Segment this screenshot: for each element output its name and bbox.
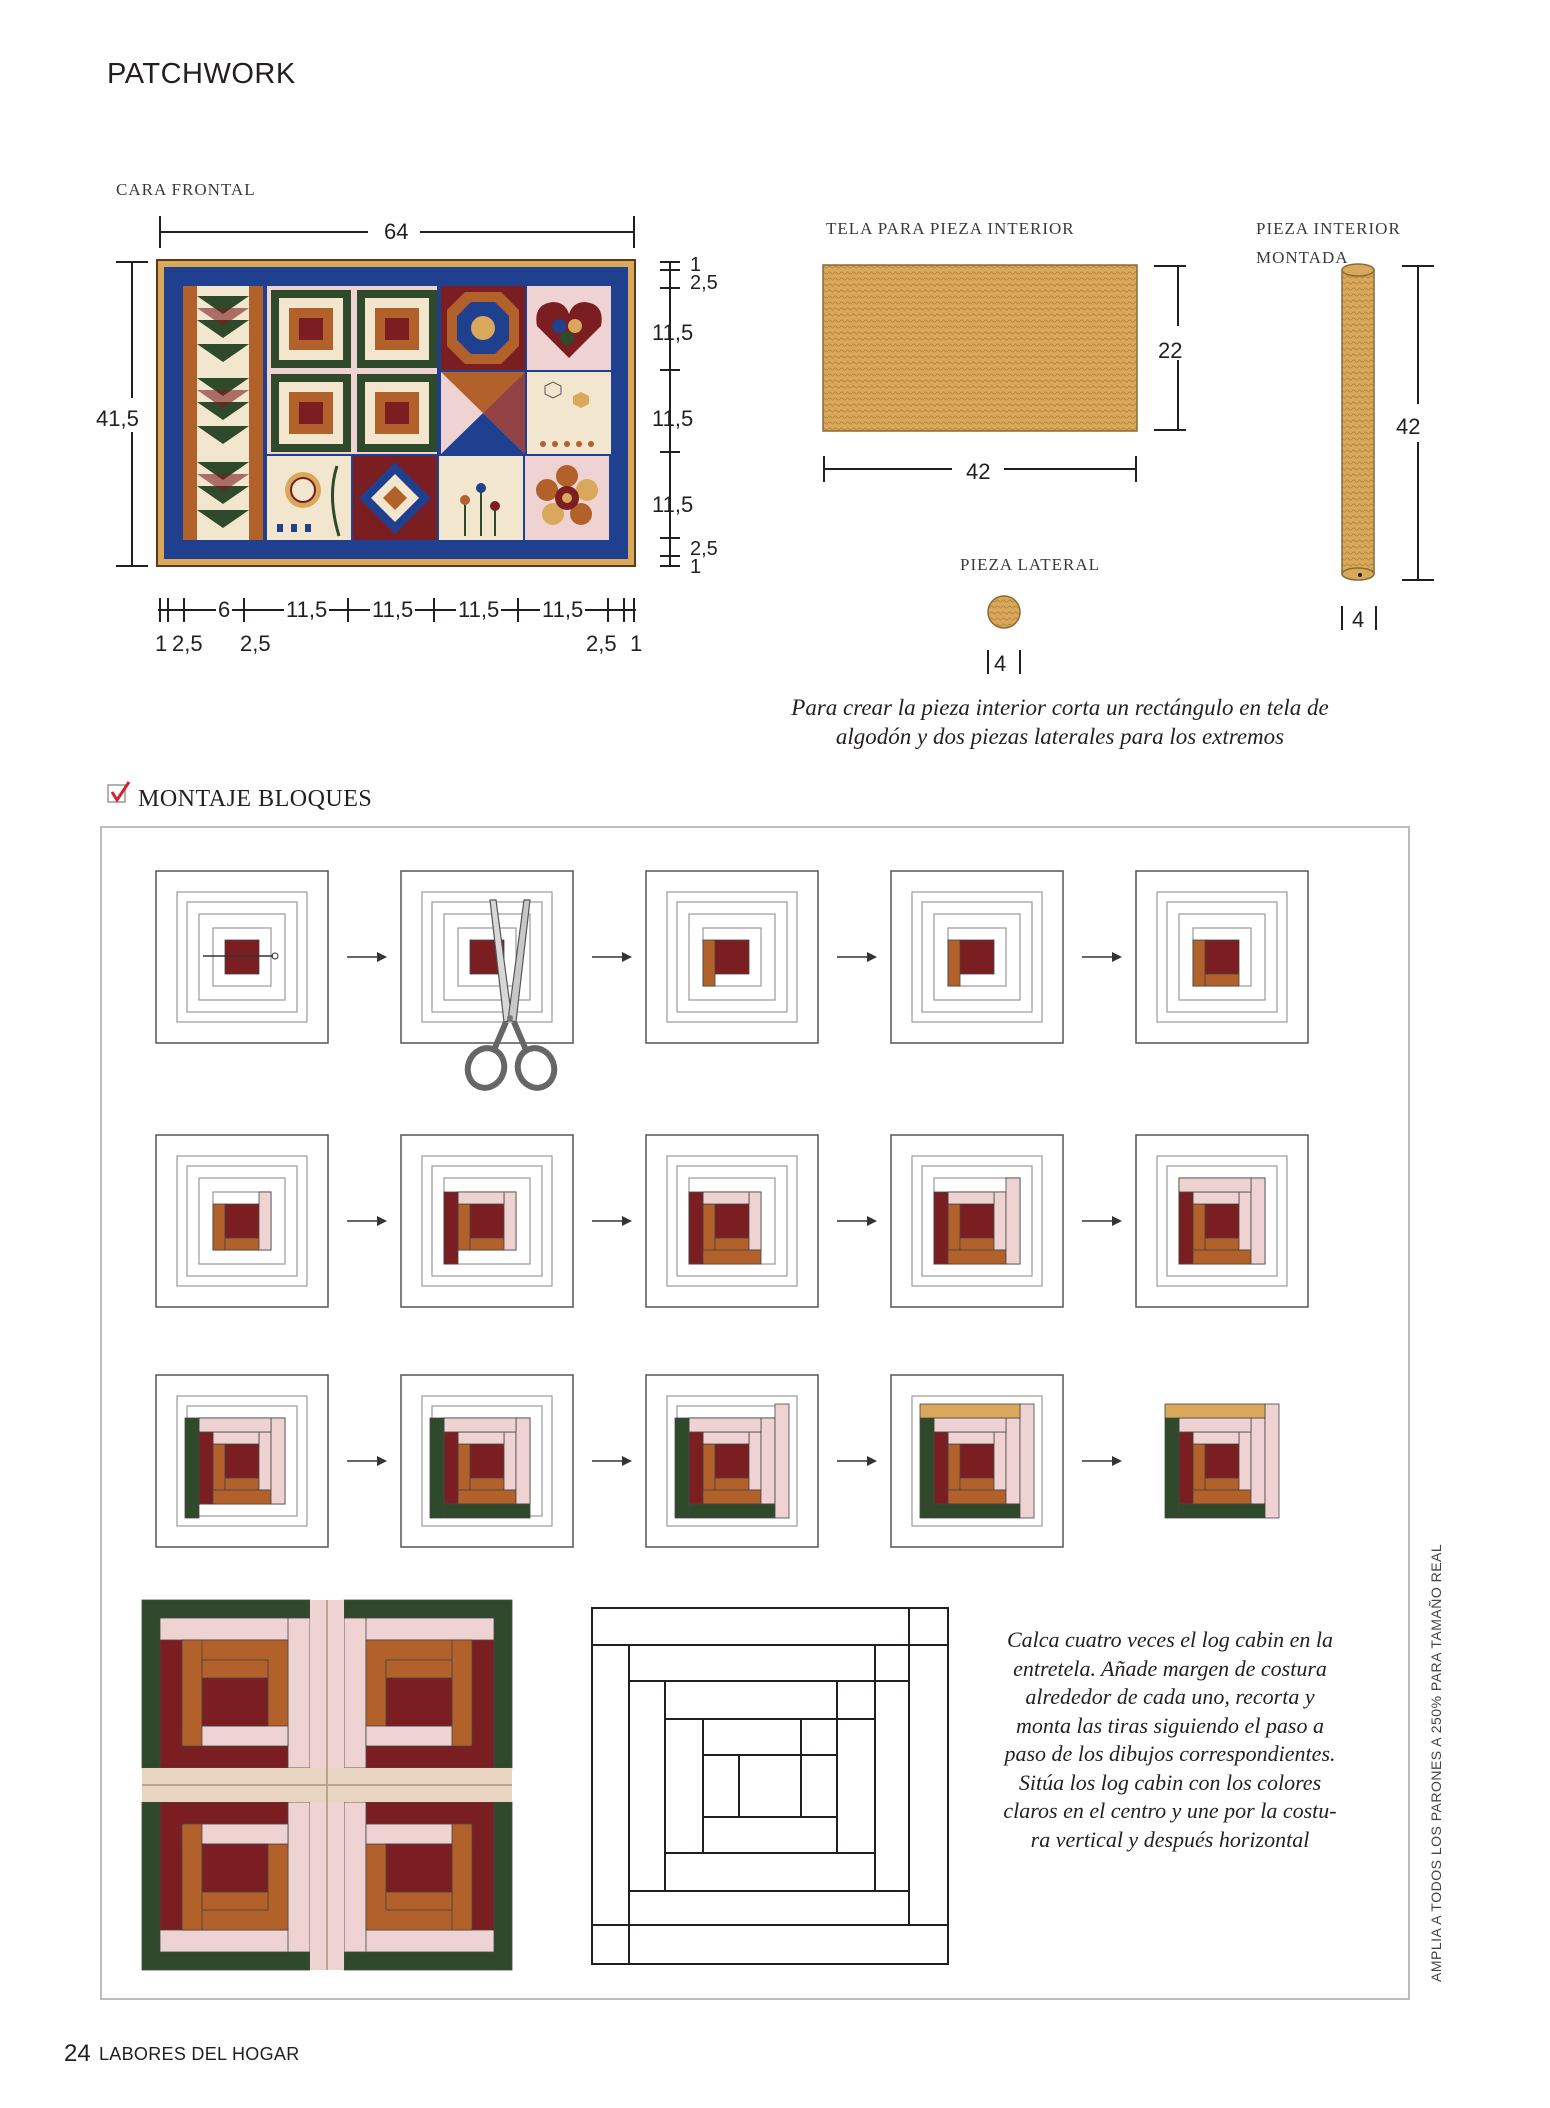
bottom-dim-11-5-a: 11,5 [286, 597, 328, 622]
montaje-note-line: ra vertical y después horizontal [1030, 1826, 1310, 1852]
bottom-dim-11-5-b: 11,5 [372, 597, 414, 622]
bottom-dim-2-5-right: 2,5 [586, 631, 617, 656]
interior-note [760, 693, 1360, 751]
arrow-right-icon [347, 950, 387, 964]
assembly-step-6 [155, 1134, 329, 1308]
bottom-dim-1-left: 1 [155, 631, 168, 656]
montaje-note-line: claros en el centro y une por la costu- [1003, 1798, 1337, 1823]
mounted-label-1: PIEZA INTERIOR [1256, 219, 1401, 238]
mounted-width-value: 4 [1352, 607, 1365, 632]
arrow-right-icon [347, 1214, 387, 1228]
assembly-step-13 [645, 1374, 819, 1548]
front-width-value: 64 [384, 219, 409, 244]
side-vertical-note: AMPLIA A TODOS LOS PARONES A 250% PARA TAMAÑO REAL [1428, 1543, 1444, 1982]
quilt-front-illustration [157, 260, 635, 566]
log-cabin-pattern [591, 1607, 951, 1967]
assembly-step-1 [155, 870, 329, 1044]
assembly-step-3 [645, 870, 819, 1044]
arrow-right-icon [1082, 1454, 1122, 1468]
assembly-step-8 [645, 1134, 819, 1308]
front-right-dim-5: 11,5 [652, 492, 694, 517]
montaje-note-line: Sitúa los log cabin con los colores [1018, 1769, 1322, 1795]
fabric-width-value: 42 [966, 459, 991, 484]
bottom-dim-11-5-d: 11,5 [542, 597, 584, 622]
check-icon [107, 780, 131, 806]
assembly-step-14 [890, 1374, 1064, 1548]
bottom-dim-2-5-left: 2,5 [172, 631, 203, 656]
montaje-note-line: Calca cuatro veces el log cabin en la [1006, 1627, 1334, 1652]
arrow-right-icon [837, 1214, 877, 1228]
arrow-right-icon [347, 1454, 387, 1468]
fabric-label: TELA PARA PIEZA INTERIOR [826, 219, 1075, 238]
front-right-dim-1: 1 [690, 254, 702, 276]
montaje-note-line: alrededor de cada uno, recorta y [1025, 1684, 1315, 1709]
montaje-title: MONTAJE BLOQUES [138, 786, 373, 812]
side-width-value: 4 [994, 651, 1007, 676]
interior-fabric-rect [822, 264, 1138, 432]
page-section-title: PATCHWORK [107, 58, 296, 90]
montaje-note [980, 1626, 1360, 1854]
arrow-right-icon [592, 1454, 632, 1468]
arrow-right-icon [1082, 950, 1122, 964]
arrow-right-icon [837, 1454, 877, 1468]
front-label: CARA FRONTAL [116, 180, 256, 199]
assembly-step-5 [1135, 870, 1309, 1044]
arrow-right-icon [837, 950, 877, 964]
assembly-step-4 [890, 870, 1064, 1044]
assembly-step-11 [155, 1374, 329, 1548]
page-number: 24 [64, 2040, 91, 2067]
side-label: PIEZA LATERAL [960, 555, 1101, 574]
front-right-dim-2: 2,5 [690, 272, 718, 294]
assembly-step-9 [890, 1134, 1064, 1308]
bottom-dim-6: 6 [218, 597, 231, 622]
arrow-right-icon [592, 950, 632, 964]
montaje-note-line: paso de los dibujos correspondientes. [1004, 1741, 1336, 1766]
assembly-step-10 [1135, 1134, 1309, 1308]
final-block-illustration [142, 1600, 512, 1970]
front-right-dim-6: 2,5 [690, 538, 718, 560]
mounted-roll [1340, 262, 1380, 582]
mounted-label-2: MONTADA [1256, 248, 1349, 267]
bottom-dim-2-5-mid: 2,5 [240, 631, 271, 656]
arrow-right-icon [592, 1214, 632, 1228]
assembly-step-15 [1135, 1374, 1309, 1548]
side-piece-circle [984, 592, 1024, 632]
mounted-height-value: 42 [1396, 414, 1421, 439]
bottom-dim-1-right: 1 [630, 631, 643, 656]
arrow-right-icon [1082, 1214, 1122, 1228]
front-right-dim-3: 11,5 [652, 320, 694, 345]
scissors-icon [460, 900, 560, 1100]
interior-note-line-2: algodón y dos piezas laterales para los extremos [835, 724, 1285, 749]
magazine-name: LABORES DEL HOGAR [99, 2044, 300, 2064]
front-right-dim-7: 1 [690, 556, 702, 578]
interior-note-line-1: Para crear la pieza interior corta un rectángulo en tela de [791, 695, 1329, 720]
bottom-dim-11-5-c: 11,5 [458, 597, 500, 622]
front-height-value: 41,5 [96, 406, 139, 431]
assembly-step-12 [400, 1374, 574, 1548]
montaje-note-line: monta las tiras siguiendo el paso a [1015, 1712, 1324, 1738]
montaje-note-line: entretela. Añade margen de costura [1013, 1655, 1327, 1681]
front-right-dim-4: 11,5 [652, 406, 694, 431]
assembly-step-7 [400, 1134, 574, 1308]
fabric-height-value: 22 [1158, 338, 1183, 363]
